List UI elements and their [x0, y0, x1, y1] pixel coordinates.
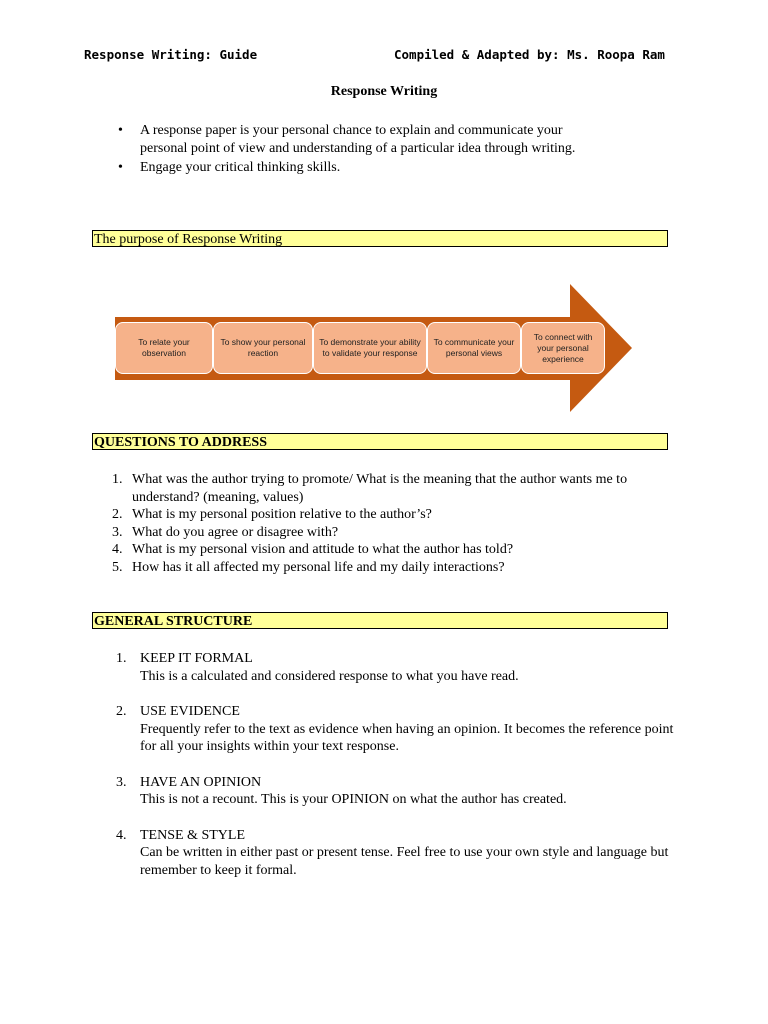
item-number: 3. [112, 524, 123, 540]
question-text: How has it all affected my personal life and my daily interactions? [132, 559, 505, 575]
item-number: 1. [116, 651, 127, 666]
intro-bullet: • A response paper is your personal chance to explain and communicate your personal point of view and understanding of a particular idea through writing. [118, 122, 578, 158]
questions-list [112, 471, 672, 576]
structure-item [116, 650, 676, 685]
structure-item-title: KEEP IT FORMAL [140, 651, 253, 666]
question-text: What is my personal position relative to the author’s? [132, 507, 432, 522]
question-text: What was the author trying to promote/ What is the meaning that the author wants me to understand? (meaning, values) [132, 472, 628, 505]
item-number: 4. [112, 542, 123, 557]
item-number: 1. [112, 472, 123, 487]
item-number: 4. [116, 827, 127, 843]
structure-item [116, 703, 676, 756]
question-item [112, 506, 672, 524]
item-number: 5. [112, 559, 123, 575]
question-item [112, 524, 672, 542]
structure-item-title: TENSE & STYLE [140, 827, 245, 843]
question-text: What is my personal vision and attitude to what the author has told? [132, 542, 514, 557]
item-number: 2. [116, 704, 127, 719]
structure-item [116, 827, 676, 880]
item-number: 3. [116, 774, 127, 790]
structure-item-desc: Frequently refer to the text as evidence when having an opinion. It becomes the reference point for all your insights within your text response. [140, 721, 674, 754]
item-number: 2. [112, 507, 123, 522]
purpose-step-box: To connect with your personal experience [521, 322, 605, 374]
question-item [112, 559, 672, 577]
structure-heading: GENERAL STRUCTURE [92, 612, 668, 629]
question-text: What do you agree or disagree with? [132, 524, 339, 540]
purpose-step-box: To demonstrate your ability to validate your response [313, 322, 427, 374]
structure-list [116, 650, 676, 879]
purpose-heading: The purpose of Response Writing [92, 230, 668, 247]
header-guide-title: Response Writing: Guide [84, 47, 258, 62]
intro-bullet-list [118, 122, 578, 177]
structure-item-desc: Can be written in either past or present tense. Feel free to use your own style and language but remember to keep it formal. [140, 845, 669, 878]
purpose-step-box: To communicate your personal views [427, 322, 521, 374]
structure-item-title: HAVE AN OPINION [140, 774, 262, 790]
intro-bullet: • Engage your critical thinking skills. [118, 159, 578, 177]
structure-item-desc: This is a calculated and considered response to what you have read. [140, 668, 519, 684]
question-item [112, 541, 672, 559]
page-title: Response Writing [330, 84, 438, 99]
structure-item-title: USE EVIDENCE [140, 704, 240, 719]
structure-item [116, 774, 676, 809]
questions-heading: QUESTIONS TO ADDRESS [92, 433, 668, 450]
purpose-step-box: To show your personal reaction [213, 322, 313, 374]
structure-item-desc: This is not a recount. This is your OPINION on what the author has created. [140, 792, 567, 807]
purpose-step-box: To relate your observation [115, 322, 213, 374]
header-compiled-by: Compiled & Adapted by: Ms. Roopa Ram [394, 47, 665, 62]
question-item [112, 471, 672, 506]
